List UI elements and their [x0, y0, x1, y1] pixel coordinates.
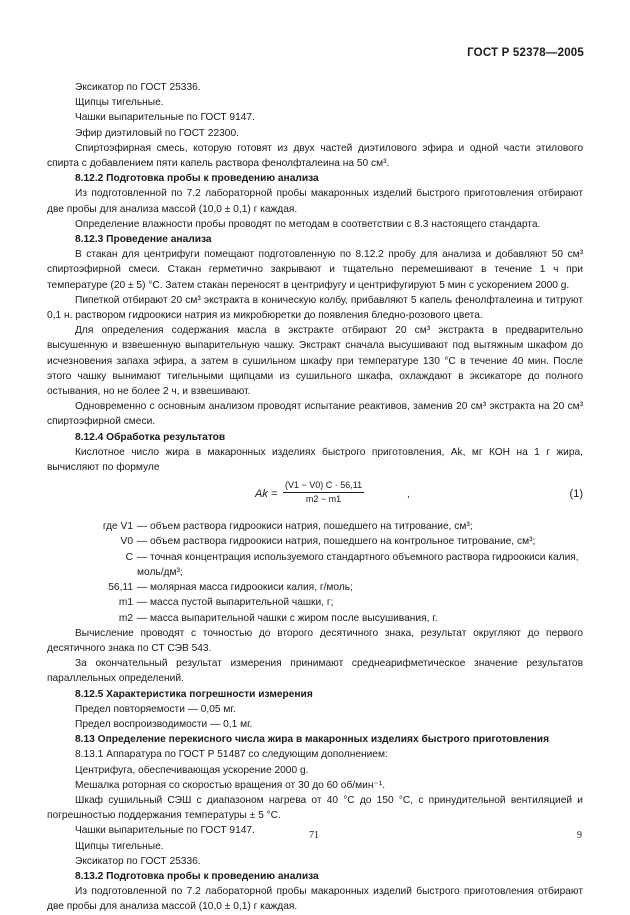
equipment-line: Эфир диэтиловый по ГОСТ 22300.	[75, 127, 239, 139]
section-heading: 8.12.3 Проведение анализа	[75, 234, 212, 246]
definition-row	[47, 580, 583, 595]
formula-number: (1)	[569, 488, 583, 501]
formula-numerator: (V1 − V0) C · 56,11	[283, 479, 364, 493]
paragraph: Центрифуга, обеспечивающая ускорение 2000 g.	[75, 764, 309, 776]
definition-row	[47, 534, 583, 549]
definition-text: — масса пустой выпарительной чашки, г;	[137, 597, 334, 609]
definition-text: — масса выпарительной чашки с жиром после высушивания, г.	[137, 612, 438, 624]
formula-denominator: m2 − m1	[305, 494, 342, 505]
paragraph: Шкаф сушильный СЭШ с диапазоном нагрева от 40 °С до 150 °С, с принудительной вентиляцией и погрешностью поддержания температуры ± 5 °С.	[47, 794, 583, 822]
variable-definitions	[47, 519, 583, 625]
formula-lhs: Ak =	[255, 488, 278, 501]
paragraph: Предел воспроизводимости — 0,1 мг.	[75, 718, 253, 730]
document-header: ГОСТ Р 52378—2005	[467, 47, 584, 59]
definition-symbol: V0	[120, 536, 133, 548]
equipment-line: Щипцы тигельные.	[75, 840, 164, 852]
equipment-line: Щипцы тигельные.	[75, 97, 164, 109]
paragraph: Для определения содержания масла в экстракте отбирают 20 см³ экстракта в предварительно высушенную и взвешенную выпарительную чашку. Экстракт сначала высушивают под вытяжным шкафом до исчезновения запаха эфира, а затем в сушильном шкафу при температуре 130 °С в течение 40 мин. После этого чашку вынимают тигельными щипцами из сушильного шкафа, охлаждают в эксикаторе до полного остывания, но не более 2 ч, и взвешивают.	[47, 325, 583, 398]
paragraph: Из подготовленной по 7.2 лабораторной пробы макаронных изделий быстрого приготовления отбирают две пробы для анализа массой (10,0 ± 0,1) г каждая.	[47, 188, 583, 215]
equipment-line: Чашки выпарительные по ГОСТ 9147.	[75, 112, 255, 124]
paragraph: За окончательный результат измерения принимают среднеарифметическое значение результатов параллельных определений.	[47, 658, 583, 685]
section-heading: 8.12.5 Характеристика погрешности измерения	[75, 688, 313, 700]
document-body	[47, 80, 583, 915]
paragraph-spirit-mixture: Спиртоэфирная смесь, которую готовят из двух частей диэтилового эфира и одной части этилового спирта с добавлением пяти капель раствора фенолфталеина на 50 см³.	[47, 142, 583, 170]
paragraph: 8.13.1 Аппаратура по ГОСТ Р 51487 со следующим дополнением:	[75, 749, 388, 761]
definition-text: — точная концентрация используемого стандартного объемного раствора гидроокиси калия, моль/дм³;	[137, 551, 579, 578]
definition-text: — объем раствора гидроокиси натрия, пошедшего на титрование, см³;	[137, 521, 473, 533]
definition-text: — объем раствора гидроокиси натрия, пошедшего на контрольное титрование, см³;	[137, 536, 536, 548]
paragraph: Предел повторяемости — 0,05 мг.	[75, 703, 236, 715]
footer-center-number: 71	[309, 830, 319, 841]
paragraph: Мешалка роторная со скоростью вращения от 30 до 60 об/мин⁻¹.	[75, 779, 386, 791]
section-heading: 8.13.2 Подготовка пробы к проведению анализа	[75, 870, 319, 882]
definition-text: — молярная масса гидроокиси калия, г/моль;	[137, 582, 353, 594]
paragraph: Определение влажности пробы проводят по методам в соответствии с 8.3 настоящего стандарта.	[75, 218, 541, 230]
definition-symbol: C	[125, 551, 133, 563]
definition-row	[47, 595, 583, 610]
section-heading: 8.12.4 Обработка результатов	[75, 431, 226, 443]
definition-symbol: m2	[118, 612, 133, 624]
equipment-line: Эксикатор по ГОСТ 25336.	[75, 855, 201, 867]
formula-tail: ,	[407, 489, 410, 501]
definition-symbol: m1	[118, 597, 133, 609]
definition-symbol: где V1	[102, 521, 133, 533]
paragraph: Вычисление проводят с точностью до второго десятичного знака, результат округляют до первого десятичного знака по СТ СЭВ 543.	[47, 627, 583, 654]
paragraph: В стакан для центрифуги помещают подготовленную по 8.12.2 пробу для анализа и добавляют 50 см³ спиртоэфирной смеси. Стакан герметично закрывают и тщательно перемешивают в течение 1 ч при температуре (20 ± 5) °С. Затем стакан переносят в центрифугу и центрифугируют 5 мин с ускорением 2000 g.	[47, 249, 583, 291]
paragraph: Из подготовленной по 7.2 лабораторной пробы макаронных изделий быстрого приготовления отбирают две пробы для анализа массой (10,0 ± 0,1) г каждая.	[47, 886, 583, 913]
paragraph: Кислотное число жира в макаронных изделиях быстрого приготовления, Ak, мг КОН на 1 г жира, вычисляют по формуле	[47, 446, 583, 474]
equipment-line: Эксикатор по ГОСТ 25336.	[75, 82, 201, 93]
formula-fraction	[283, 479, 364, 506]
paragraph: Одновременно с основным анализом проводят испытание реактивов, заменив 20 см³ экстракта на 20 см³ спиртоэфирной смеси.	[47, 401, 583, 428]
section-heading: 8.13 Определение перекисного числа жира в макаронных изделиях быстрого приготовления	[75, 734, 550, 746]
equipment-line: Чашки выпарительные по ГОСТ 9147.	[75, 825, 255, 837]
section-heading: 8.12.2 Подготовка пробы к проведению анализа	[75, 173, 319, 185]
paragraph: Пипеткой отбирают 20 см³ экстракта в коническую колбу, прибавляют 5 капель фенолфталеина и титруют 0,1 н. раствором гидроокиси натрия из микробюретки до появления бледно-розового цвета.	[47, 294, 583, 322]
definition-symbol: 56,11	[108, 582, 133, 594]
definition-row	[47, 519, 583, 534]
formula-acid-number	[47, 479, 583, 513]
definition-row	[47, 550, 583, 580]
page-number: 9	[577, 830, 582, 841]
definition-row	[47, 611, 583, 626]
